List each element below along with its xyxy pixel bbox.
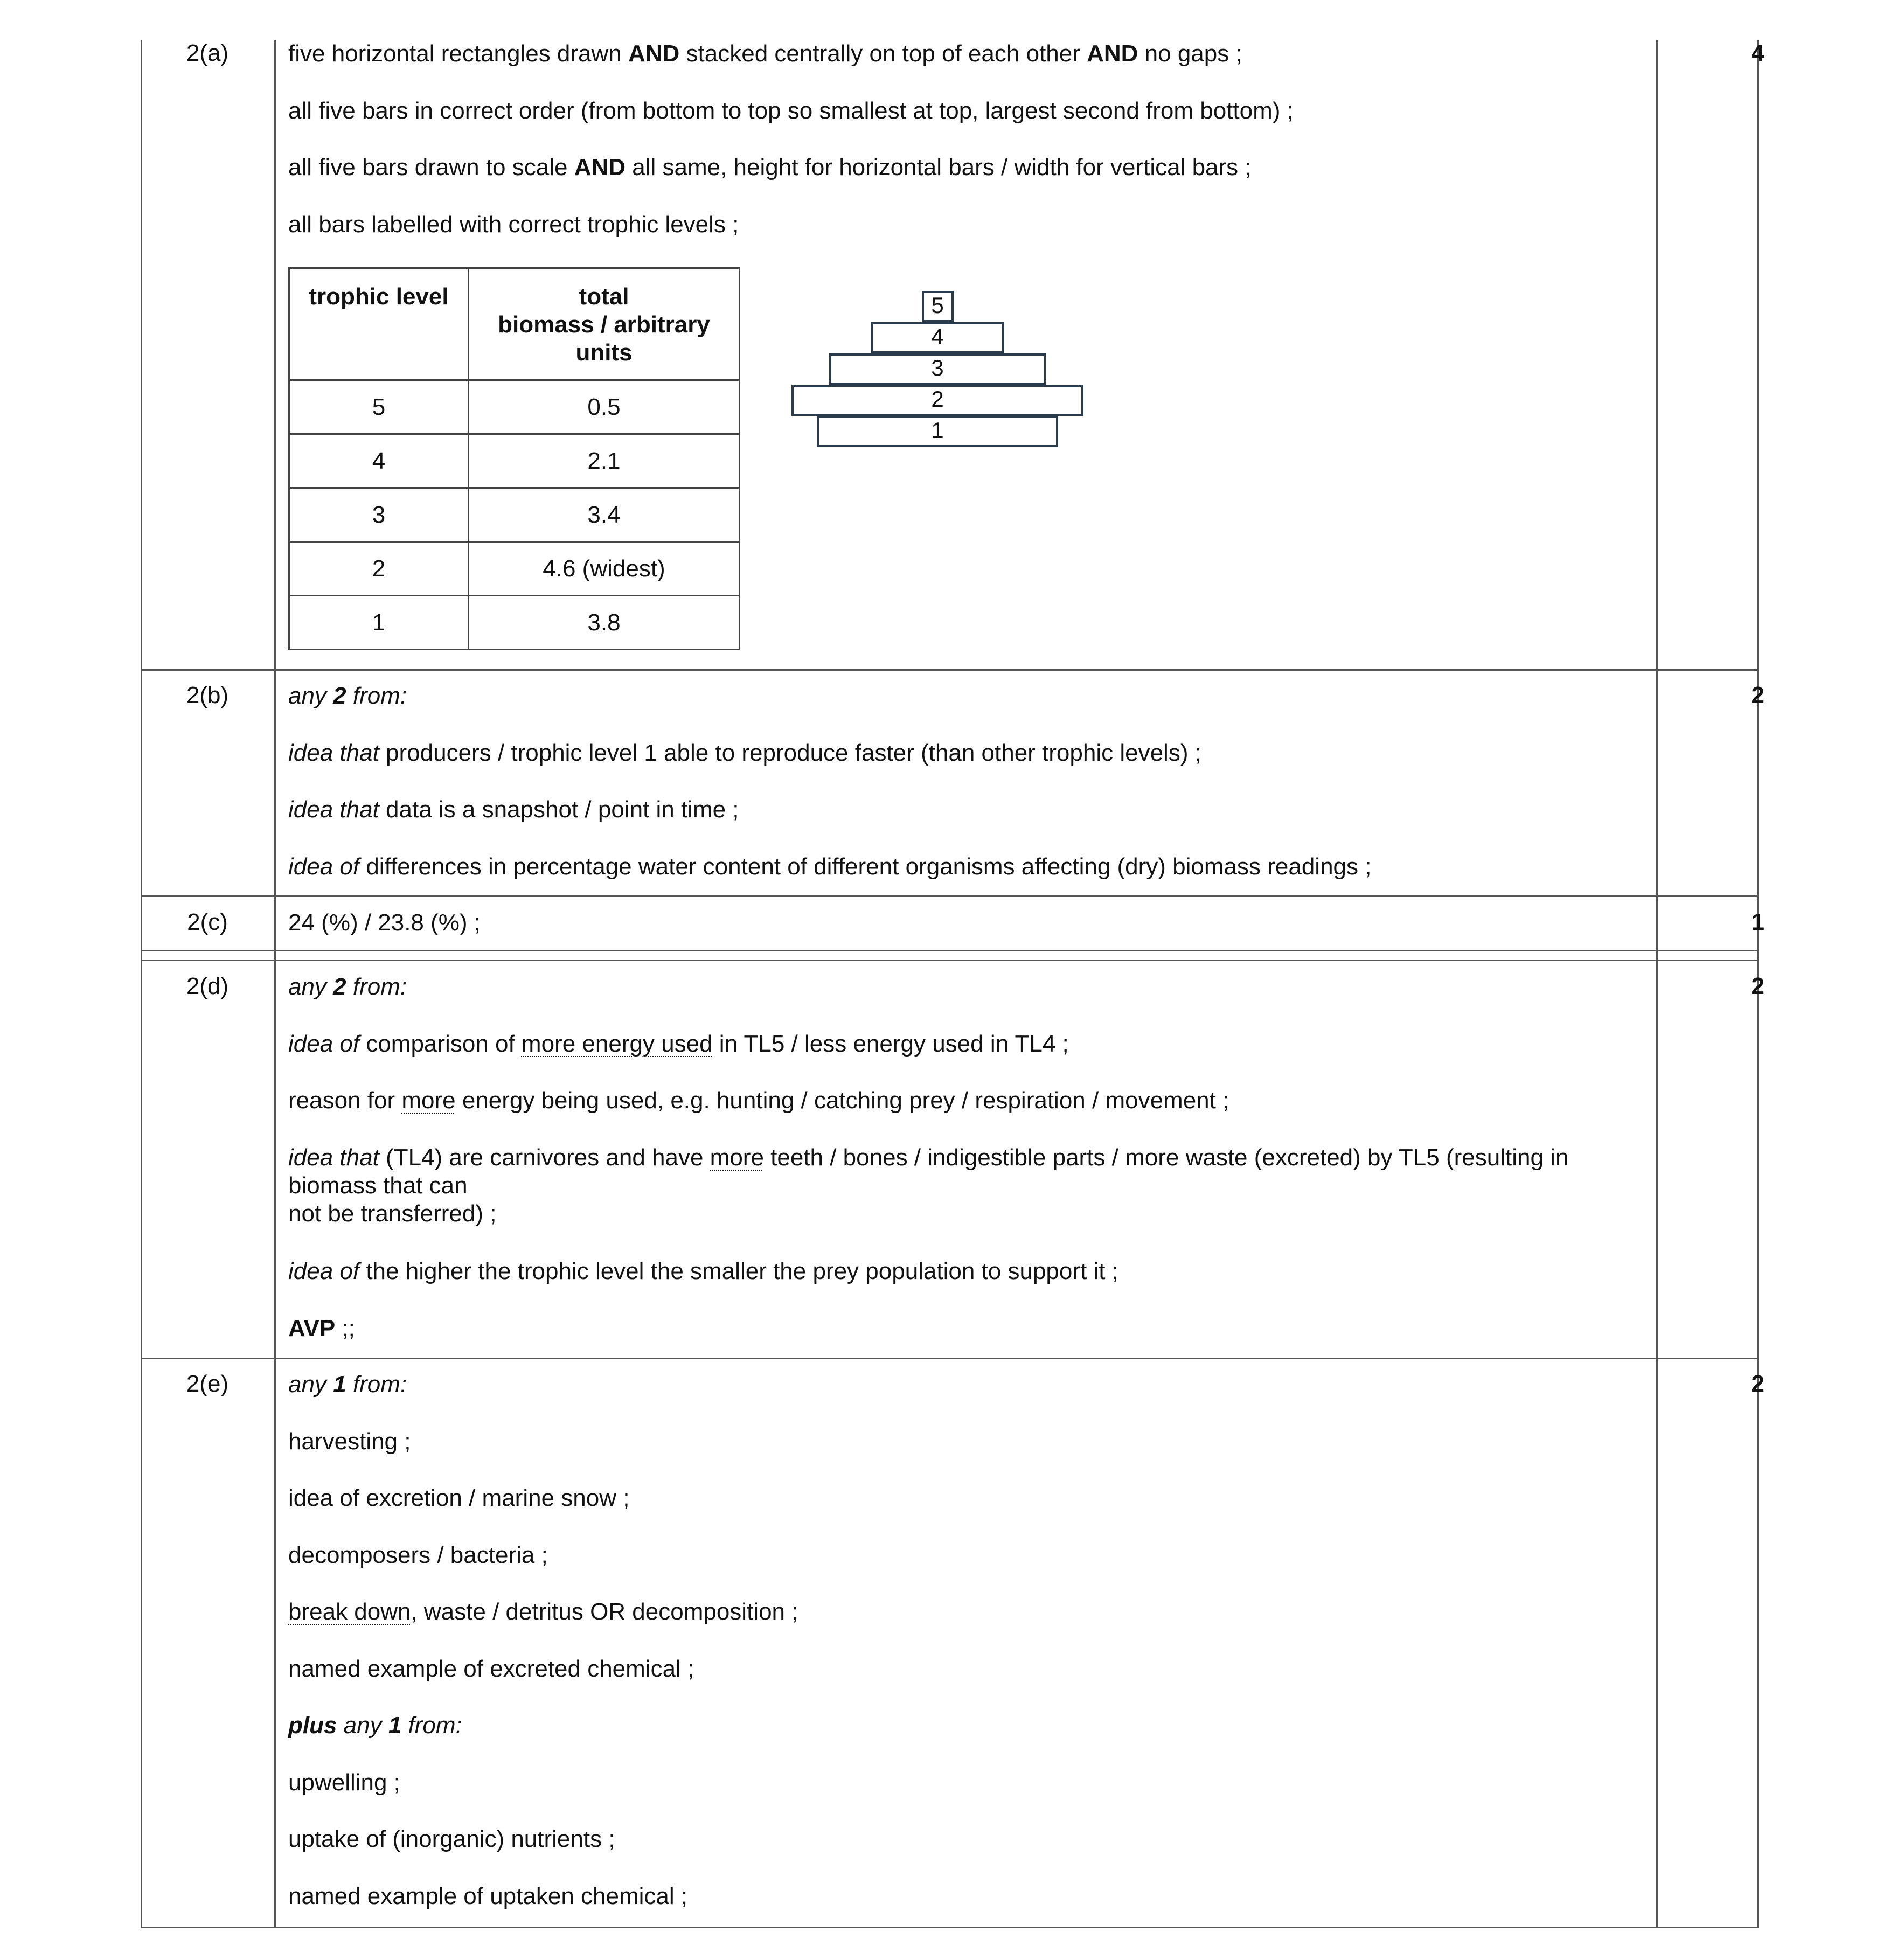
answer-intro [288,682,1646,710]
answer-text: in TL5 / less energy used in TL4 ; [712,1031,1069,1057]
answer-intro [288,1712,1646,1740]
table-row [289,434,740,488]
answer-text: all five bars drawn to scale [288,154,574,180]
header-line: biomass / arbitrary [498,311,710,338]
answer-line: decomposers / bacteria ; [288,1542,548,1568]
answer-lead: idea that [288,1144,379,1171]
row-divider [141,960,1759,961]
question-number: 2(c) [187,909,228,935]
answer-lead: idea that [288,740,379,766]
answer-line: named example of excreted chemical ; [288,1656,694,1682]
keyword: AND [628,40,680,67]
answer-text: the higher the trophic level the smaller the prey population to support it ; [359,1258,1118,1284]
cell-level: 2 [289,542,469,596]
table-row [289,488,740,542]
answer-text: reason for [288,1087,402,1114]
answer-text: not be transferred) ; [288,1200,497,1227]
answer-text: ;; [335,1315,355,1342]
answer-line: 24 (%) / 23.8 (%) ; [288,909,481,936]
table-border-left [141,40,142,1928]
underlined-term: more [710,1144,764,1171]
question-number: 2(b) [186,682,229,708]
intro-text: from: [346,683,407,709]
biomass-pyramid [765,291,1088,453]
answer-line [288,1144,1646,1228]
cell-biomass: 4.6 (widest) [469,542,740,596]
answer-line: all bars labelled with correct trophic levels ; [288,211,739,238]
answer-text: teeth / bones / indigestible parts / more waste (excreted) by TL5 (resulting in biomass that can [288,1144,1569,1199]
pyramid-bar-1: 1 [817,416,1058,447]
keyword: AND [1087,40,1138,67]
answer-line [288,1087,1646,1115]
underlined-term: more energy used [521,1031,713,1057]
intro-text: any [337,1712,388,1739]
cell-biomass: 0.5 [469,380,740,434]
cell-level: 4 [289,434,469,488]
intro-text: from: [346,1371,407,1398]
row-divider [141,950,1759,951]
answer-text: five horizontal rectangles drawn [288,40,628,67]
table-divider-number [274,40,276,1928]
marks-value: 1 [1751,909,1764,935]
answer-text: comparison of [359,1031,522,1057]
answer-text: (TL4) are carnivores and have [379,1144,710,1171]
underlined-term: break down [288,1598,411,1625]
intro-text: from: [346,974,407,1000]
answer-lead: idea of [288,853,360,880]
answer-line: upwelling ; [288,1769,400,1796]
keyword: plus [288,1712,337,1739]
answer-line: named example of uptaken chemical ; [288,1883,688,1909]
answer-lead: idea that [288,796,379,823]
answer-text: data is a snapshot / point in time ; [379,796,739,823]
intro-text: any [288,974,333,1000]
answer-text: , waste / detritus OR decomposition ; [411,1598,798,1625]
question-number: 2(e) [186,1371,229,1397]
pyramid-bar-4: 4 [871,322,1004,353]
marks-value: 2 [1751,1371,1764,1397]
answer-line: harvesting ; [288,1428,411,1455]
intro-count: 1 [333,1371,346,1398]
answer-text: stacked centrally on top of each other [679,40,1087,67]
cell-level: 5 [289,380,469,434]
marks-value: 4 [1751,40,1764,66]
answer-lead: idea of [288,1258,360,1284]
answer-line [288,154,1646,182]
cell-biomass: 2.1 [469,434,740,488]
table-row [289,380,740,434]
answer-line [288,853,1646,881]
cell-level: 3 [289,488,469,542]
question-number: 2(d) [186,973,229,999]
intro-text: any [288,1371,333,1398]
table-row [289,542,740,596]
column-header-biomass [469,268,740,380]
cell-biomass: 3.8 [469,596,740,650]
question-number: 2(a) [186,40,229,66]
answer-text: all same, height for horizontal bars / width for vertical bars ; [626,154,1252,180]
pyramid-bar-3: 3 [829,353,1045,385]
intro-text: from: [401,1712,462,1739]
pyramid-bar-5: 5 [922,291,954,322]
answer-lead: idea of [288,1031,360,1057]
answer-line [288,1598,1646,1626]
pyramid-bar-2: 2 [791,385,1084,416]
answer-line [288,739,1646,767]
header-line: total [579,283,629,310]
marks-value: 2 [1751,973,1764,999]
answer-text: no gaps ; [1138,40,1242,67]
table-header-row [289,268,740,380]
keyword: AND [574,154,626,180]
column-header-trophic-level: trophic level [289,268,469,380]
answer-line [288,1315,1646,1343]
row-divider [141,1358,1759,1359]
answer-line: idea of excretion / marine snow ; [288,1485,630,1511]
answer-text: differences in percentage water content of different organisms affecting (dry) biomass readings ; [359,853,1372,880]
intro-count: 2 [333,683,346,709]
row-divider [141,669,1759,671]
answer-intro [288,1371,1646,1399]
row-divider [141,895,1759,897]
answer-line [288,1257,1646,1285]
table-divider-marks [1656,40,1658,1928]
answer-line: all five bars in correct order (from bottom to top so smallest at top, largest second from bottom) ; [288,98,1294,124]
table-border-bottom [141,1927,1759,1928]
marks-value: 2 [1751,682,1764,708]
intro-text: any [288,683,333,709]
cell-level: 1 [289,596,469,650]
answer-text: producers / trophic level 1 able to reproduce faster (than other trophic levels) ; [379,740,1201,766]
answer-intro [288,973,1646,1001]
keyword: AVP [288,1315,336,1342]
answer-line [288,40,1646,68]
underlined-term: more [401,1087,456,1114]
intro-count: 2 [333,974,346,1000]
answer-line: uptake of (inorganic) nutrients ; [288,1826,615,1852]
answer-text: energy being used, e.g. hunting / catching prey / respiration / movement ; [455,1087,1229,1114]
biomass-table [288,267,740,650]
header-line: units [575,339,633,366]
table-row [289,596,740,650]
answer-line [288,1030,1646,1058]
intro-count: 1 [388,1712,402,1739]
answer-line [288,796,1646,824]
cell-biomass: 3.4 [469,488,740,542]
